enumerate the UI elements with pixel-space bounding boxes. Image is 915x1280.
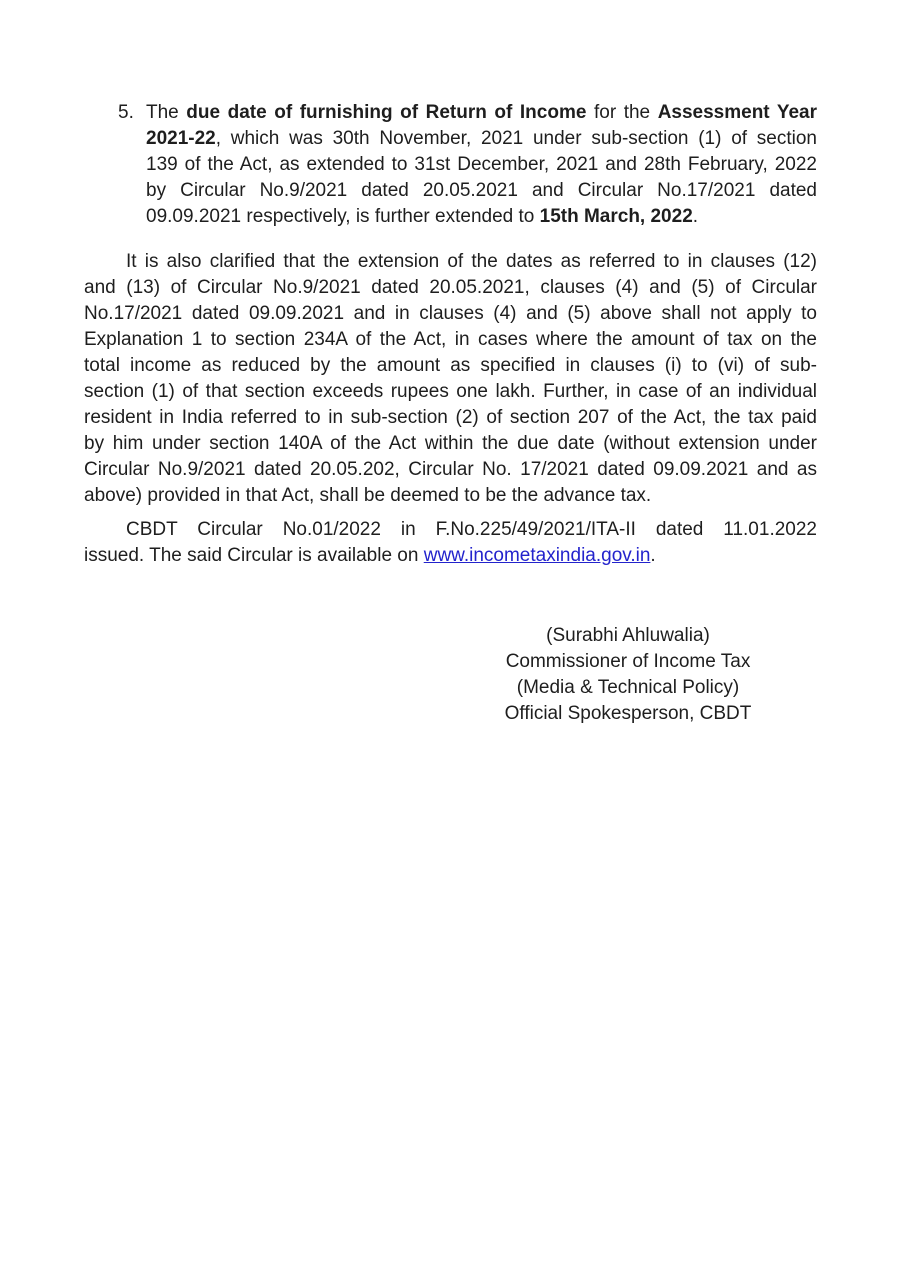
text-line — [84, 275, 817, 301]
text-line — [146, 204, 817, 230]
incometaxindia-link[interactable]: www.incometaxindia.gov.in — [423, 545, 651, 566]
text-line — [84, 483, 817, 509]
text-line — [84, 327, 817, 353]
text-segment: (Surabhi Ahluwalia) — [546, 625, 710, 646]
text-line — [84, 249, 817, 275]
text-line — [469, 649, 787, 675]
text-line — [84, 301, 817, 327]
bold-text-segment: 2021-22 — [146, 128, 216, 149]
text-segment: , which was 30th November, 2021 under sub-section (1) of section — [215, 128, 817, 149]
circular-reference-paragraph — [84, 517, 817, 569]
text-segment: No.17/2021 dated 09.09.2021 and in clauses (4) and (5) above shall not apply to — [84, 303, 817, 324]
bold-text-segment: due date of furnishing of Return of Income — [186, 102, 587, 123]
list-item-number: 5. — [118, 102, 134, 123]
text-line — [146, 100, 817, 126]
text-line — [84, 457, 817, 483]
text-line — [469, 623, 787, 649]
text-segment: by him under section 140A of the Act within the due date (without extension under — [84, 433, 817, 454]
signature-block — [469, 623, 787, 727]
text-segment: . — [692, 206, 699, 227]
text-segment: above) provided in that Act, shall be deemed to be the advance tax. — [84, 485, 652, 506]
text-line — [84, 353, 817, 379]
text-line — [469, 701, 787, 727]
text-line — [84, 431, 817, 457]
text-segment: Commissioner of Income Tax — [505, 651, 751, 672]
document-content — [84, 100, 817, 727]
text-segment: CBDT Circular No.01/2022 in F.No.225/49/2021/ITA-II dated 11.01.2022 — [126, 519, 817, 540]
text-line — [469, 675, 787, 701]
text-segment: by Circular No.9/2021 dated 20.05.2021 and Circular No.17/2021 dated — [146, 180, 817, 201]
bold-text-segment: 15th March, 2022 — [539, 206, 693, 227]
bold-text-segment: Assessment Year — [657, 102, 817, 123]
text-segment: 139 of the Act, as extended to 31st December, 2021 and 28th February, 2022 — [146, 154, 817, 175]
text-segment: 09.09.2021 respectively, is further extended to — [146, 206, 540, 227]
text-segment: and (13) of Circular No.9/2021 dated 20.05.2021, clauses (4) and (5) of Circular — [84, 277, 817, 298]
text-line — [146, 126, 817, 152]
text-segment: (Media & Technical Policy) — [516, 677, 740, 698]
text-line — [84, 543, 817, 569]
text-segment: total income as reduced by the amount as specified in clauses (i) to (vi) of sub- — [84, 355, 817, 376]
due-date-paragraph — [146, 100, 817, 230]
text-segment: issued. The said Circular is available on — [84, 545, 424, 566]
text-segment: section (1) of that section exceeds rupees one lakh. Further, in case of an individual — [84, 381, 817, 402]
text-segment: for the — [586, 102, 658, 123]
text-segment: Explanation 1 to section 234A of the Act, in cases where the amount of tax on the — [84, 329, 817, 350]
text-segment: resident in India referred to in sub-section (2) of section 207 of the Act, the tax paid — [84, 407, 817, 428]
text-segment: . — [650, 545, 656, 566]
list-item-5 — [84, 100, 817, 230]
text-line — [84, 405, 817, 431]
text-line — [84, 379, 817, 405]
text-segment: The — [146, 102, 187, 123]
text-line — [146, 152, 817, 178]
text-segment: It is also clarified that the extension of the dates as referred to in clauses (12) — [126, 251, 817, 272]
text-line — [84, 517, 817, 543]
text-line — [146, 178, 817, 204]
text-segment: Official Spokesperson, CBDT — [504, 703, 752, 724]
clarification-paragraph — [84, 249, 817, 509]
text-segment: Circular No.9/2021 dated 20.05.202, Circular No. 17/2021 dated 09.09.2021 and as — [84, 459, 817, 480]
